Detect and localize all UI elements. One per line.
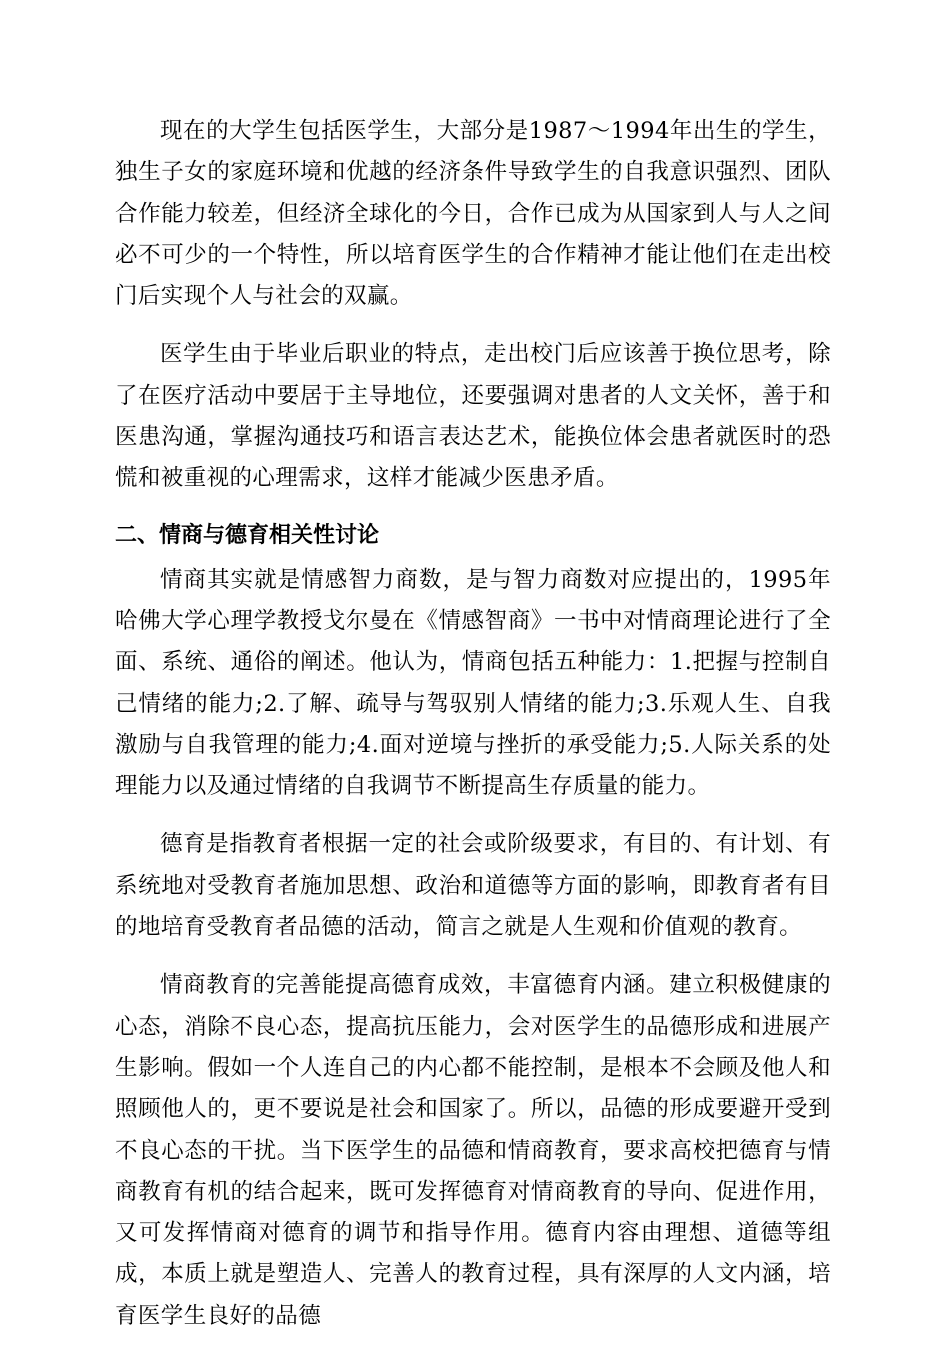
paragraph-birth-cohort: 现在的大学生包括医学生，大部分是1987～1994年出生的学生，独生子女的家庭环境和优越的经济条件导致学生的自我意识强烈、团队合作能力较差，但经济全球化的今日，合作已成为从国家到人与人之间必不可少的一个特性，所以培育医学生的合作精神才能让他们在走出校门后实现个人与社会的双赢。 (115, 118, 831, 310)
paragraph-eq-definition: 情商其实就是情感智力商数，是与智力商数对应提出的，1995年哈佛大学心理学教授戈尔曼在《情感智商》一书中对情商理论进行了全面、系统、通俗的阐述。他认为，情商包括五种能力：1.把握与控制自己情绪的能力;2.了解、疏导与驾驭别人情绪的能力;3.乐观人生、自我激励与自我管理的能力;4.面对逆境与挫折的承受能力;5.人际关系的处理能力以及通过情绪的自我调节不断提高生存质量的能力。 (115, 566, 831, 800)
paragraph-empathy: 医学生由于毕业后职业的特点，走出校门后应该善于换位思考，除了在医疗活动中要居于主导地位，还要强调对患者的人文关怀，善于和医患沟通，掌握沟通技巧和语言表达艺术，能换位体会患者就医时的恐慌和被重视的心理需求，这样才能减少医患矛盾。 (115, 341, 831, 492)
section-heading: 二、情商与德育相关性讨论 (115, 522, 380, 548)
paragraph-eq-moral-relation: 情商教育的完善能提高德育成效，丰富德育内涵。建立积极健康的心态，消除不良心态，提高抗压能力，会对医学生的品德形成和进展产生影响。假如一个人连自己的内心都不能控制，是根本不会顾及他人和照顾他人的，更不要说是社会和国家了。所以，品德的形成要避开受到不良心态的干扰。当下医学生的品德和情商教育，要求高校把德育与情商教育有机的结合起来，既可发挥德育对情商教育的导向、促进作用，又可发挥情商对德育的调节和指导作用。德育内容由理想、道德等组成，本质上就是塑造人、完善人的教育过程，具有深厚的人文内涵，培育医学生良好的品德 (115, 972, 831, 1329)
document-body (115, 111, 831, 1354)
paragraph-moral-education-definition: 德育是指教育者根据一定的社会或阶级要求，有目的、有计划、有系统地对受教育者施加思想、政治和道德等方面的影响，即教育者有目的地培育受教育者品德的活动，简言之就是人生观和价值观的教育。 (115, 831, 831, 941)
